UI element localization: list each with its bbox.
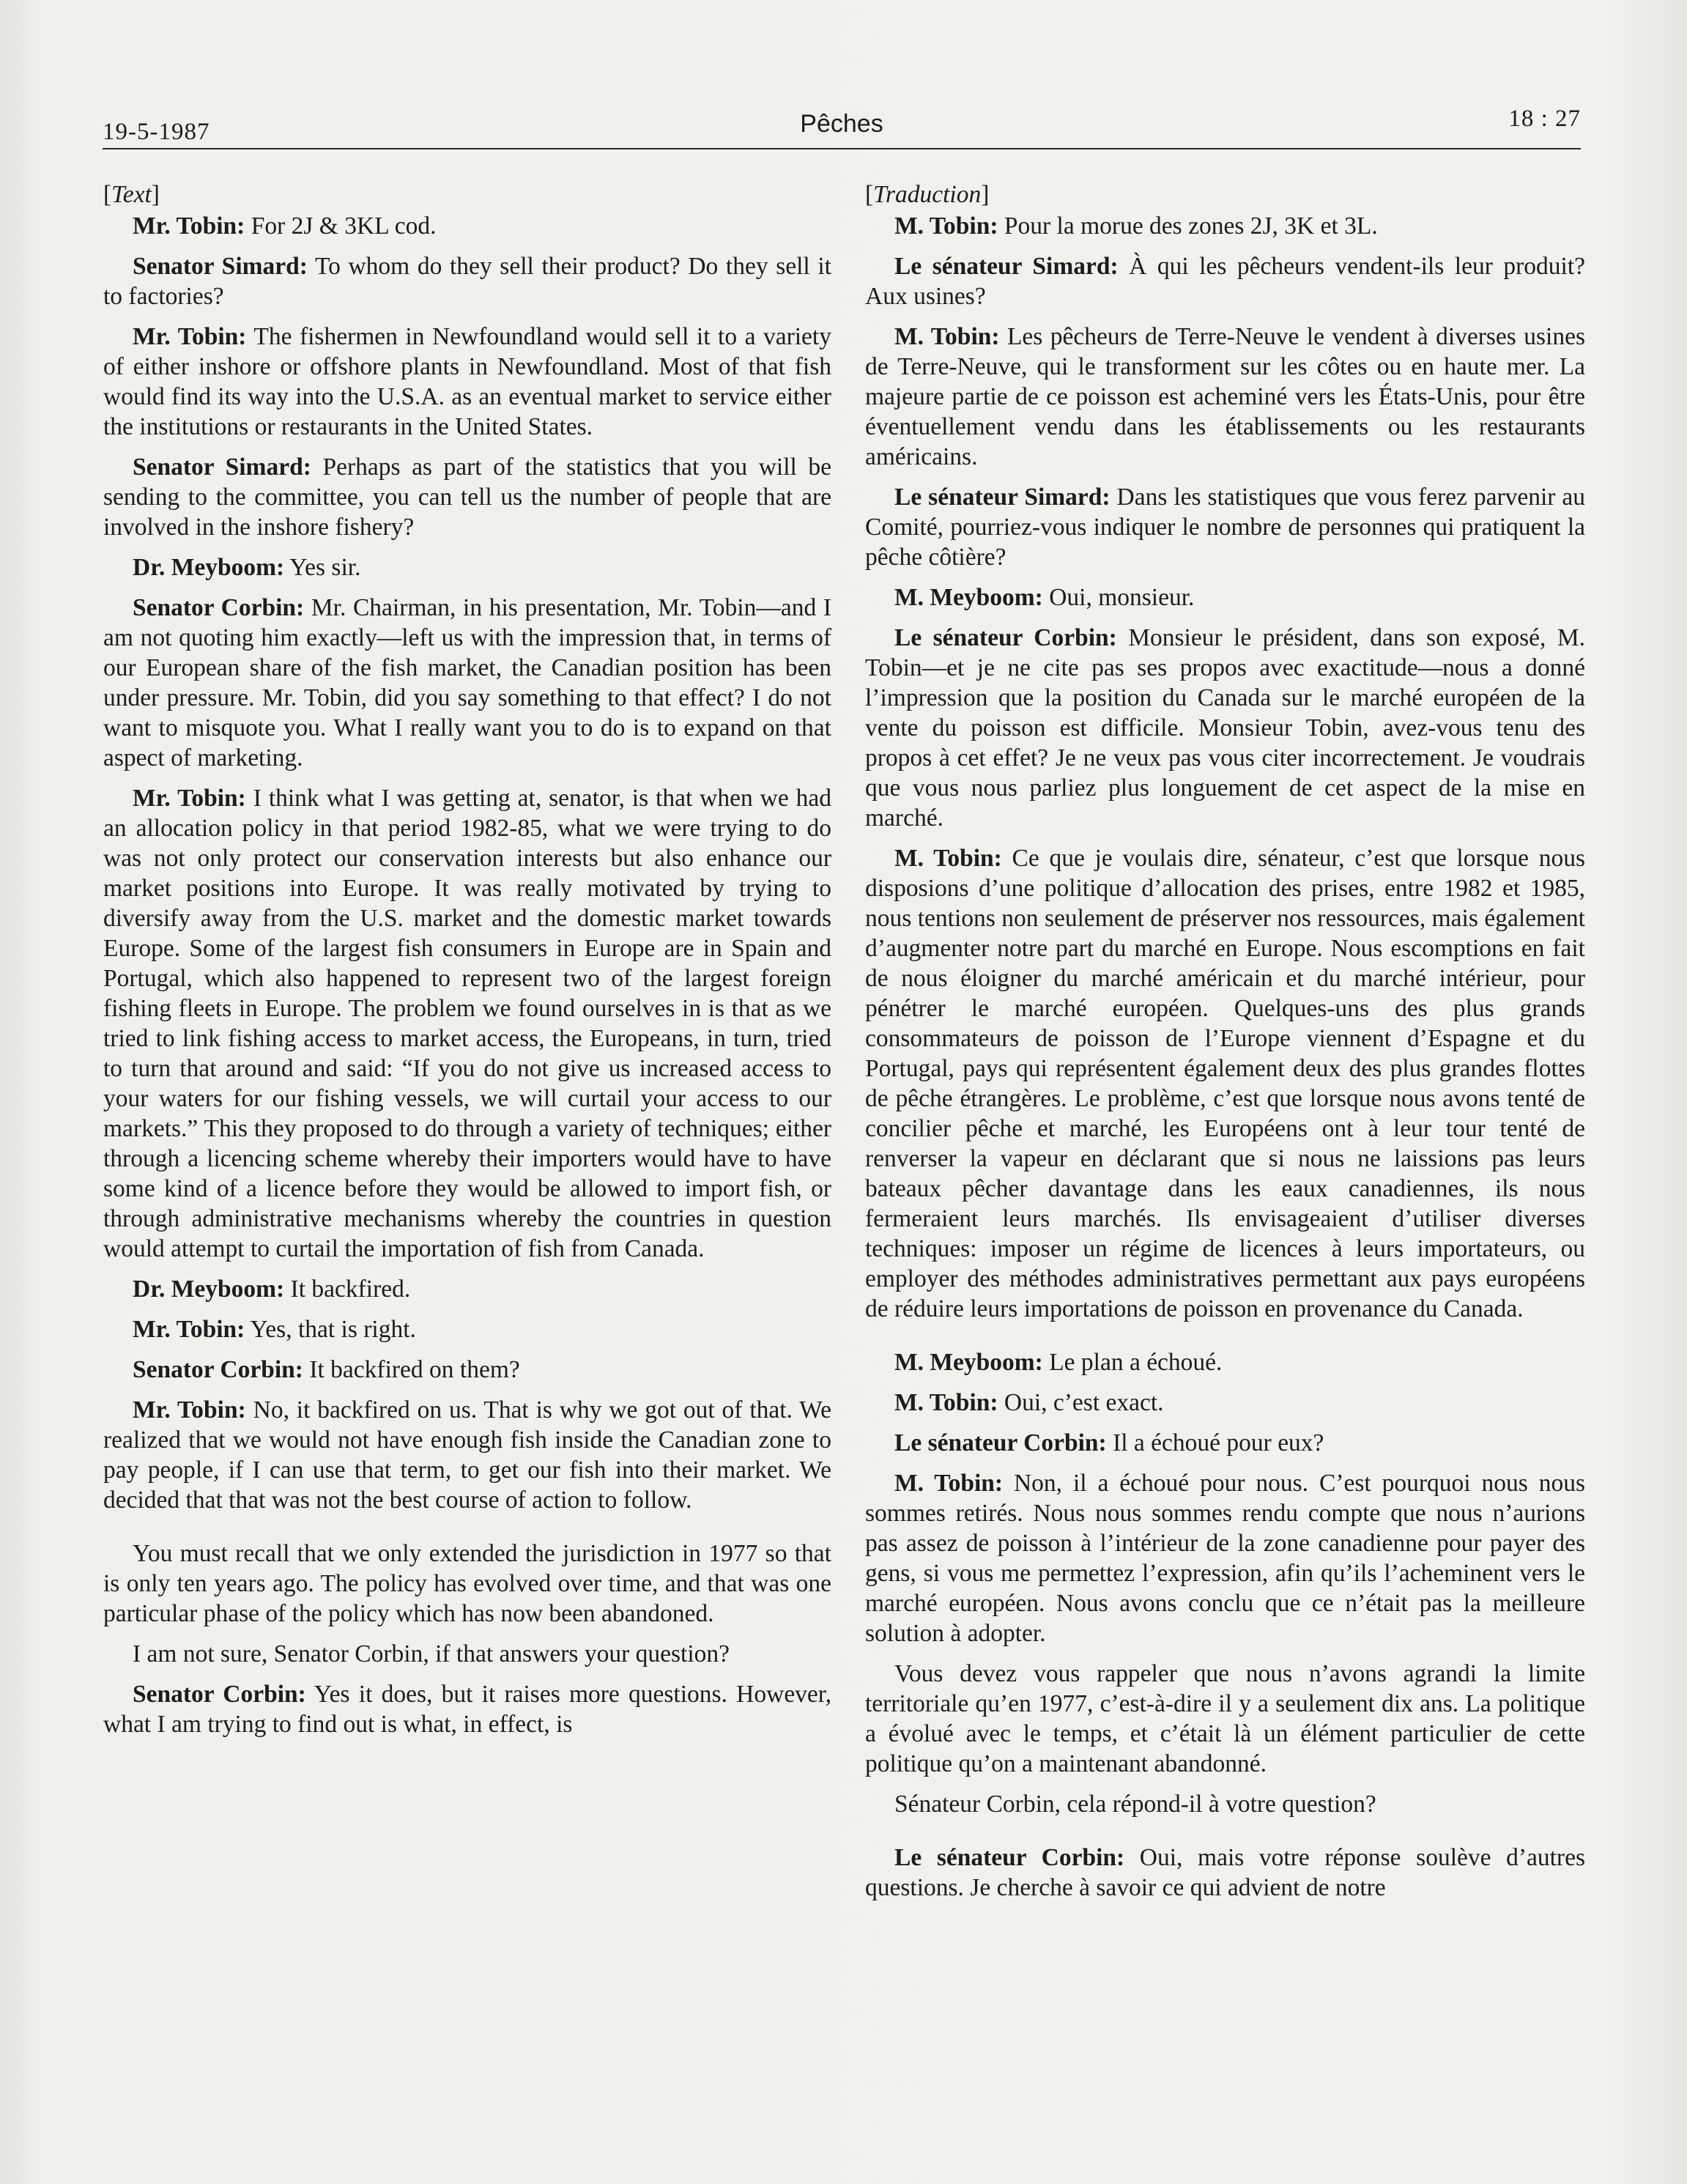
paragraph	[103, 1679, 831, 1739]
speaker-name: Le sénateur Corbin:	[894, 1429, 1107, 1456]
paragraph	[103, 1539, 831, 1629]
paragraph-text: It backfired on them?	[303, 1356, 520, 1383]
paragraph	[103, 1639, 831, 1669]
speaker-name: M. Tobin:	[894, 323, 1000, 350]
speaker-name: Mr. Tobin:	[133, 1396, 246, 1424]
paragraph-text: I think what I was getting at, senator, is that when we had an allocation policy in that period 1982-85, what we were trying to do was not only protect our conservation interests but also enhance our market positions into Europe. It was really motivated by trying to diversify away from the U.S. market and the domestic market towards Europe. Some of the largest fish consumers in Europe are in Spain and Portugal, which also happened to represent two of the largest foreign fishing fleets in Europe. The problem we found ourselves in is that as we tried to link fishing access to market access, the Europeans, in turn, tried to turn that around and said: “If you do not give us increased access to your waters for our fishing vessels, we will curtail your access to our markets.” This they proposed to do through a variety of techniques; either through a licencing scheme whereby their importers would have to have some kind of a licence before they would be allowed to import fish, or through administrative mechanisms whereby the countries in question would attempt to curtail the importation of fish from Canada.	[103, 785, 831, 1262]
french-column	[865, 179, 1585, 1913]
speaker-name: Senator Simard:	[133, 253, 308, 280]
speaker-name: Senator Simard:	[133, 454, 311, 481]
paragraph	[865, 211, 1585, 241]
paragraph	[865, 582, 1585, 612]
paragraph	[103, 322, 831, 442]
paragraph-text: Monsieur le président, dans son exposé, M. Tobin—et je ne cite pas ses propos avec exactitude—nous a donné l’impression que la position du Canada sur le marché européen de la vente du poisson est difficile. Monsieur Tobin, avez-vous tenu des propos à cet effet? Je ne veux pas vous citer incorrectement. Je voudrais que vous nous parliez plus longuement de cet aspect de la mise en marché.	[865, 624, 1585, 832]
paragraph	[103, 211, 831, 241]
paragraph-text: Perhaps as part of the statistics that you will be sending to the committee, you can tell us the number of people that are involved in the inshore fishery?	[103, 454, 831, 541]
speaker-name: M. Tobin:	[894, 1389, 998, 1416]
paragraph-text: Pour la morue des zones 2J, 3K et 3L.	[998, 212, 1378, 240]
speaker-name: M. Meyboom:	[894, 1349, 1043, 1376]
english-column	[103, 179, 831, 1750]
speaker-name: Le sénateur Corbin:	[894, 624, 1117, 651]
paragraph-text: Vous devez vous rappeler que nous n’avons agrandi la limite territoriale qu’en 1977, c’est-à-dire il y a seulement dix ans. La politique a évolué avec le temps, et c’était là un élément particulier de cette politique qu’on a maintenant abandonné.	[865, 1660, 1585, 1777]
speaker-name: Dr. Meyboom:	[133, 554, 285, 581]
paragraph	[103, 552, 831, 582]
paragraph	[103, 251, 831, 311]
header-title: Pêches	[800, 110, 883, 138]
page-header	[103, 103, 1581, 149]
header-date: 19-5-1987	[103, 119, 210, 145]
header-rule	[103, 148, 1581, 149]
paragraph	[103, 1314, 831, 1344]
paragraph-text: No, it backfired on us. That is why we got out of that. We realized that we would not have enough fish inside the Canadian zone to pay people, if I can use that term, to get our fish into their market. We decided that that was not the best course of action to follow.	[103, 1396, 831, 1514]
paragraph-text: Ce que je voulais dire, sénateur, c’est que lorsque nous disposions d’une politique d’allocation des prises, entre 1982 et 1985, nous tentions non seulement de préserver nos ressources, mais également d’augmenter notre part du marché en Europe. Nous escomptions en fait de nous éloigner du marché américain et du marché intérieur, pour pénétrer le marché européen. Quelques-uns des plus grands consommateurs de poisson de l’Europe viennent d’Espagne et du Portugal, pays qui représentent également deux des plus grandes flottes de pêche étrangères. Le problème, c’est que lorsque nous avons tenté de concilier pêche et marché, les Européens ont à leur tour tenté de renverser la vapeur en déclarant que si nous ne laissions pas leurs bateaux pêcher davantage dans les eaux canadiennes, ils nous fermeraient leurs marchés. Ils envisageaient d’utiliser diverses techniques: imposer un régime de licences à leurs importateurs, ou employer des méthodes administratives permettant aux pays européens de réduire leurs importations de poisson en provenance du Canada.	[865, 845, 1585, 1322]
paragraph	[865, 1789, 1585, 1819]
paragraph-text: À qui les pêcheurs vendent-ils leur produit? Aux usines?	[865, 253, 1585, 310]
speaker-name: Le sénateur Simard:	[894, 253, 1119, 280]
speaker-name: Mr. Tobin:	[133, 785, 246, 812]
paragraph	[865, 322, 1585, 472]
paragraph-text: Yes, that is right.	[245, 1316, 416, 1343]
paragraph-text: You must recall that we only extended the jurisdiction in 1977 so that is only ten years ago. The policy has evolved over time, and that was one particular phase of the policy which has now been abandoned.	[103, 1540, 831, 1627]
speaker-name: M. Tobin:	[894, 1470, 1004, 1497]
speaker-name: Mr. Tobin:	[133, 323, 247, 350]
paragraph-text: Oui, mais votre réponse soulève d’autres questions. Je cherche à savoir ce qui advient de notre	[865, 1844, 1585, 1901]
column-label: [Traduction]	[865, 181, 990, 208]
paragraph-text: Mr. Chairman, in his presentation, Mr. Tobin—and I am not quoting him exactly—left us with the impression that, in terms of our European share of the fish market, the Canadian position has been under pressure. Mr. Tobin, did you say something to that effect? I do not want to misquote you. What I really want you to do is to expand on that aspect of marketing.	[103, 594, 831, 771]
header-page-number: 18 : 27	[1508, 106, 1581, 132]
paragraph	[865, 482, 1585, 572]
paragraph	[865, 1468, 1585, 1648]
speaker-name: Dr. Meyboom:	[133, 1276, 285, 1303]
paragraph	[865, 251, 1585, 311]
speaker-name: Mr. Tobin:	[133, 212, 245, 240]
speaker-name: Senator Corbin:	[133, 594, 305, 621]
paragraph-text: Yes sir.	[284, 554, 361, 581]
speaker-name: Senator Corbin:	[133, 1681, 306, 1708]
paragraph-text: Le plan a échoué.	[1042, 1349, 1223, 1376]
paragraph-text: Il a échoué pour eux?	[1106, 1429, 1324, 1456]
speaker-name: M. Tobin:	[894, 212, 998, 240]
paragraph-text: Oui, c’est exact.	[998, 1389, 1164, 1416]
column-label: [Text]	[103, 181, 160, 208]
paragraph-text: For 2J & 3KL cod.	[245, 212, 437, 240]
column-label-text: Text	[111, 181, 152, 208]
paragraph-text: It backfired.	[284, 1276, 411, 1303]
speaker-name: Le sénateur Simard:	[894, 484, 1111, 511]
paragraph	[865, 1659, 1585, 1779]
paragraph	[865, 1843, 1585, 1903]
speaker-name: Le sénateur Corbin:	[894, 1844, 1125, 1871]
paragraph	[103, 593, 831, 773]
paragraph	[103, 1274, 831, 1304]
paragraph-text: Sénateur Corbin, cela répond-il à votre question?	[894, 1791, 1376, 1818]
paragraph-text: I am not sure, Senator Corbin, if that answers your question?	[133, 1640, 730, 1667]
paragraph	[865, 623, 1585, 833]
paragraph-text: Les pêcheurs de Terre-Neuve le vendent à diverses usines de Terre-Neuve, qui le transforment sur les côtes ou en haute mer. La majeure partie de ce poisson est acheminé vers les États-Unis, pour être éventuellement vendu dans les établissements ou les restaurants américains.	[865, 323, 1585, 470]
speaker-name: Senator Corbin:	[133, 1356, 303, 1383]
paragraph	[865, 1347, 1585, 1377]
paragraph-text: Dans les statistiques que vous ferez parvenir au Comité, pourriez-vous indiquer le nombre de personnes qui pratiquent la pêche côtière?	[865, 484, 1586, 571]
paragraph	[103, 452, 831, 542]
paragraph-text: The fishermen in Newfoundland would sell it to a variety of either inshore or offshore plants in Newfoundland. Most of that fish would find its way into the U.S.A. as an eventual market to service either the institutions or restaurants in the United States.	[103, 323, 831, 440]
paragraph	[865, 843, 1585, 1324]
paragraph-text: Yes it does, but it raises more questions. However, what I am trying to find out is what, in effect, is	[103, 1681, 831, 1738]
paragraph-text: Oui, monsieur.	[1042, 584, 1195, 611]
paragraph	[865, 1388, 1585, 1418]
speaker-name: M. Tobin:	[894, 845, 1002, 872]
speaker-name: Mr. Tobin:	[133, 1316, 245, 1343]
paragraph	[103, 783, 831, 1264]
speaker-name: M. Meyboom:	[894, 584, 1043, 611]
paragraph	[865, 1428, 1585, 1458]
paragraph	[103, 1395, 831, 1515]
paragraph-text: Non, il a échoué pour nous. C’est pourquoi nous nous sommes retirés. Nous nous sommes rendu compte que nous n’aurions pas assez de poisson à l’intérieur de la zone canadienne pour payer des gens, si vous me permettez l’expression, afin qu’ils l’acheminent vers le marché européen. Nous avons conclu que ce n’était pas la meilleure solution à adopter.	[865, 1470, 1585, 1647]
column-label-text: Traduction	[873, 181, 982, 208]
paragraph	[103, 1355, 831, 1385]
paragraph-text: To whom do they sell their product? Do they sell it to factories?	[103, 253, 831, 310]
